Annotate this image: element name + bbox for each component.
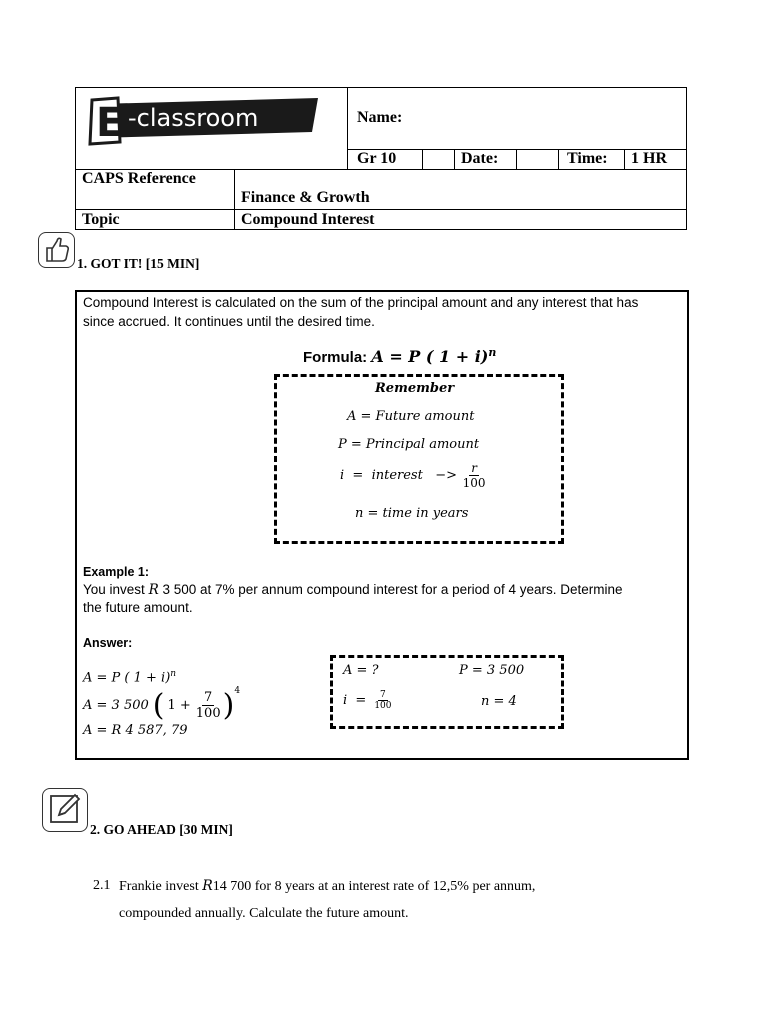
divider <box>347 88 348 170</box>
section-2-heading: 2. GO AHEAD [30 MIN] <box>90 822 233 837</box>
remember-a: A = Future amount <box>347 409 475 424</box>
time-label: Time: <box>567 150 608 167</box>
answer-fraction <box>194 690 223 721</box>
answer-exponent: n <box>170 669 177 679</box>
divider <box>624 149 625 170</box>
remember-p: P = Principal amount <box>338 437 480 452</box>
caps-reference-label: CAPS Reference <box>82 170 196 187</box>
question-line <box>119 878 535 895</box>
section-1-heading: 1. GOT IT! [15 MIN] <box>77 256 200 271</box>
given-fraction <box>372 690 393 711</box>
intro-text <box>83 293 638 331</box>
fraction-denominator: 100 <box>374 701 392 711</box>
example-title: Example 1: <box>83 565 150 579</box>
divider <box>76 209 687 210</box>
caps-reference-value: Finance & Growth <box>241 189 370 206</box>
question-number: 2.1 <box>93 878 111 893</box>
answer-substitution: A = 3 500 <box>83 698 149 713</box>
grade-label: Gr 10 <box>357 150 397 167</box>
topic-value: Compound Interest <box>241 211 375 228</box>
fraction-denominator: 100 <box>195 706 221 721</box>
divider <box>558 149 559 170</box>
fraction-numerator: 7 <box>204 690 213 705</box>
question-text: Frankie invest <box>119 879 203 894</box>
example-line: the future amount. <box>83 600 193 615</box>
question-line: compounded annually. Calculate the future amount. <box>119 906 409 921</box>
answer-power: 4 <box>234 686 241 696</box>
answer-inner: 1 + <box>167 698 191 713</box>
divider <box>422 149 423 170</box>
answer-title: Answer: <box>83 636 133 650</box>
given-p: P = 3 500 <box>459 663 525 678</box>
edit-pencil-icon <box>42 788 88 832</box>
svg-text:E: E <box>96 100 124 146</box>
divider <box>454 149 455 170</box>
remember-i-text: i = interest −> <box>340 467 458 483</box>
example-text: 3 500 at 7% per annum compound interest for a period of 4 years. Determine <box>158 582 623 597</box>
intro-line: since accrued. It continues until the desired time. <box>83 314 375 329</box>
time-value: 1 HR <box>631 150 667 167</box>
fraction-denominator: 100 <box>462 476 486 490</box>
open-paren: ( <box>152 688 165 723</box>
thumbs-up-icon <box>38 232 75 268</box>
intro-line: Compound Interest is calculated on the sum of the principal amount and any interest that has <box>83 295 639 310</box>
remember-i <box>340 461 488 490</box>
rand-symbol: R <box>148 582 159 598</box>
given-a: A = ? <box>343 663 379 678</box>
date-label: Date: <box>461 150 499 167</box>
formula-exponent: n <box>488 346 497 359</box>
close-paren: ) <box>222 688 235 723</box>
answer-line-2 <box>83 688 240 723</box>
name-label: Name: <box>357 109 403 126</box>
formula-label: Formula: <box>303 349 368 366</box>
fraction-numerator: r <box>471 461 477 475</box>
question-text: 14 700 for 8 years at an interest rate of 12,5% per annum, <box>212 879 536 894</box>
topic-label: Topic <box>82 211 120 228</box>
example-line <box>83 580 623 600</box>
divider <box>234 169 235 230</box>
example-text: You invest <box>83 582 149 597</box>
answer-line-1 <box>83 669 176 685</box>
answer-line-3: A = R 4 587, 79 <box>83 723 188 738</box>
formula <box>303 346 496 366</box>
given-n: n = 4 <box>481 694 517 709</box>
remember-n: n = time in years <box>355 506 469 521</box>
rand-symbol: R <box>202 878 213 894</box>
given-i <box>343 690 394 711</box>
fraction-numerator: 7 <box>380 690 386 700</box>
formula-expression: A = P ( 1 + i) <box>371 347 489 366</box>
given-i-text: i = <box>343 693 367 708</box>
remember-title: Remember <box>375 381 455 396</box>
svg-text:-classroom: -classroom <box>128 104 259 132</box>
divider <box>516 149 517 170</box>
answer-formula: A = P ( 1 + i) <box>83 670 171 686</box>
eclassroom-logo <box>88 96 320 146</box>
interest-fraction <box>461 461 488 490</box>
